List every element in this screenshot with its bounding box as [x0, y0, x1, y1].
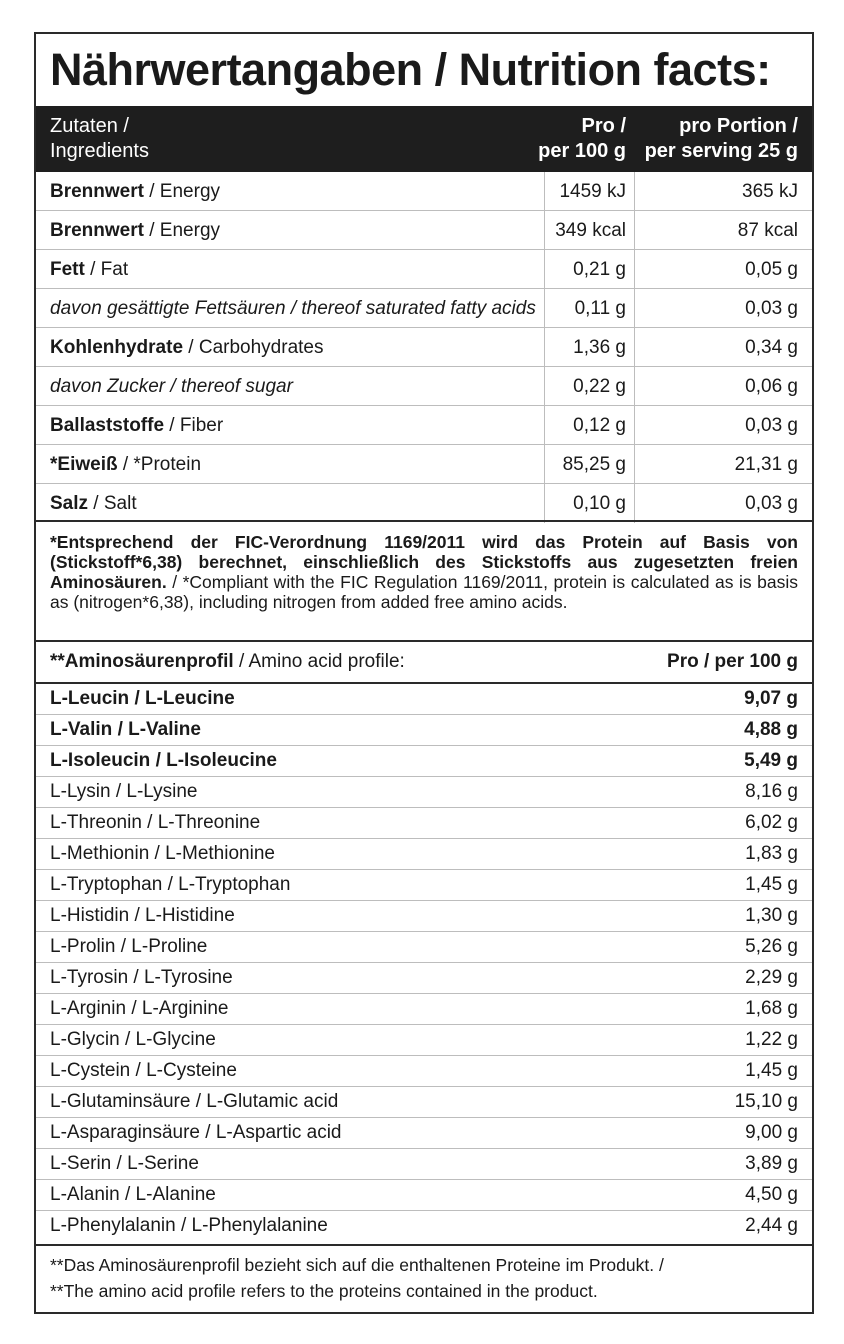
value-per-100g: 0,21 g	[573, 259, 626, 280]
amino-acid-value: 1,68 g	[745, 998, 798, 1019]
amino-acid-name: L-Tryptophan / L-Tryptophan	[50, 874, 291, 895]
value-per-serving: 0,05 g	[745, 259, 798, 280]
amino-acid-value: 8,16 g	[745, 781, 798, 802]
table-row	[36, 808, 812, 839]
table-row	[36, 328, 812, 367]
nutrient-name: davon gesättigte Fettsäuren / thereof saturated fatty acids	[50, 298, 536, 319]
value-per-100g: 0,12 g	[573, 415, 626, 436]
table-row	[36, 1149, 812, 1180]
protein-footnote: *Entsprechend der FIC-Verordnung 1169/2011 wird das Protein auf Basis von (Stickstoff*6,38) berechnet, einschließlich des Stickstoffs aus zugesetzten freien Aminosäuren. / *Compliant with the FIC Regulation 1169/2011, protein is calculated as is basis as (nitrogen*6,38), including nitrogen from added free amino acids.	[50, 532, 798, 612]
table-row	[36, 870, 812, 901]
table-row	[36, 250, 812, 289]
value-per-100g: 0,22 g	[573, 376, 626, 397]
header-per-serving: pro Portion / per serving 25 g	[644, 115, 798, 162]
amino-acid-name: L-Cystein / L-Cysteine	[50, 1060, 237, 1081]
amino-acid-value: 5,49 g	[744, 750, 798, 771]
table-row	[36, 1118, 812, 1149]
value-per-100g: 0,11 g	[574, 298, 626, 319]
amino-footnote: **Das Aminosäurenprofil bezieht sich auf die enthaltenen Proteine im Produkt. / **The amino acid profile refers to the proteins contained in the product.	[50, 1255, 664, 1301]
nutrient-name: Brennwert / Energy	[50, 220, 221, 241]
table-row	[36, 1211, 812, 1242]
amino-acid-name: L-Glutaminsäure / L-Glutamic acid	[50, 1091, 339, 1112]
value-per-100g: 85,25 g	[562, 454, 626, 475]
nutrient-name: davon Zucker / thereof sugar	[50, 376, 293, 397]
amino-acid-name: L-Asparaginsäure / L-Aspartic acid	[50, 1122, 342, 1143]
header-ingredients: Zutaten / Ingredients	[50, 115, 149, 162]
table-row	[36, 445, 812, 484]
table-row	[36, 1025, 812, 1056]
amino-acid-name: L-Lysin / L-Lysine	[50, 781, 198, 802]
amino-acid-value: 2,44 g	[745, 1215, 798, 1236]
amino-acid-name: L-Prolin / L-Proline	[50, 936, 208, 957]
amino-acid-value: 4,88 g	[744, 719, 798, 740]
table-row	[36, 1056, 812, 1087]
nutrient-name: Salz / Salt	[50, 493, 137, 514]
amino-acid-name: L-Valin / L-Valine	[50, 719, 201, 740]
amino-acid-value: 1,22 g	[745, 1029, 798, 1050]
table-row	[36, 367, 812, 406]
table-row	[36, 963, 812, 994]
table-row	[36, 994, 812, 1025]
amino-acid-value: 3,89 g	[745, 1153, 798, 1174]
amino-acid-name: L-Histidin / L-Histidine	[50, 905, 235, 926]
table-row	[36, 684, 812, 715]
amino-acid-name: L-Tyrosin / L-Tyrosine	[50, 967, 233, 988]
amino-acid-value: 4,50 g	[745, 1184, 798, 1205]
amino-acid-value: 9,07 g	[744, 688, 798, 709]
table-row	[36, 1087, 812, 1118]
table-row	[36, 839, 812, 870]
amino-acid-value: 6,02 g	[745, 812, 798, 833]
nutrient-name: *Eiweiß / *Protein	[50, 454, 202, 475]
table-row	[36, 484, 812, 523]
amino-profile-header: **Aminosäurenprofil / Amino acid profile: Pro / per 100 g	[50, 651, 798, 672]
column-divider	[634, 172, 635, 523]
nutrient-name: Brennwert / Energy	[50, 181, 221, 202]
table-row	[36, 715, 812, 746]
value-per-serving: 0,03 g	[745, 415, 798, 436]
value-per-serving: 0,03 g	[745, 493, 798, 514]
amino-acid-name: L-Leucin / L-Leucine	[50, 688, 235, 709]
value-per-serving: 0,06 g	[745, 376, 798, 397]
amino-acid-name: L-Isoleucin / L-Isoleucine	[50, 750, 277, 771]
amino-acid-value: 1,45 g	[745, 874, 798, 895]
value-per-serving: 0,34 g	[745, 337, 798, 358]
divider	[36, 520, 812, 522]
divider	[36, 1244, 812, 1246]
table-row	[36, 211, 812, 250]
amino-acid-value: 1,83 g	[745, 843, 798, 864]
value-per-100g: 1,36 g	[573, 337, 626, 358]
column-divider	[544, 172, 545, 523]
table-row	[36, 1180, 812, 1211]
amino-acid-value: 15,10 g	[734, 1091, 798, 1112]
nutrient-name: Fett / Fat	[50, 259, 129, 280]
amino-acid-value: 1,45 g	[745, 1060, 798, 1081]
amino-acid-value: 2,29 g	[745, 967, 798, 988]
value-per-100g: 349 kcal	[555, 220, 626, 241]
value-per-serving: 87 kcal	[737, 220, 798, 241]
table-row	[36, 932, 812, 963]
amino-acid-name: L-Alanin / L-Alanine	[50, 1184, 216, 1205]
value-per-serving: 365 kJ	[742, 181, 798, 202]
value-per-100g: 1459 kJ	[559, 181, 626, 202]
table-row	[36, 746, 812, 777]
amino-acid-name: L-Glycin / L-Glycine	[50, 1029, 216, 1050]
table-row	[36, 172, 812, 211]
header-per-100g: Pro / per 100 g	[538, 115, 626, 162]
amino-acid-value: 1,30 g	[745, 905, 798, 926]
table-header	[36, 106, 812, 172]
amino-acid-value: 5,26 g	[745, 936, 798, 957]
table-row	[36, 289, 812, 328]
amino-acid-name: L-Phenylalanin / L-Phenylalanine	[50, 1215, 328, 1236]
amino-acid-name: L-Threonin / L-Threonine	[50, 812, 261, 833]
value-per-serving: 0,03 g	[745, 298, 798, 319]
table-row	[36, 406, 812, 445]
nutrient-name: Kohlenhydrate / Carbohydrates	[50, 337, 324, 358]
amino-acid-name: L-Methionin / L-Methionine	[50, 843, 275, 864]
page-title: Nährwertangaben / Nutrition facts:	[50, 44, 771, 95]
value-per-100g: 0,10 g	[573, 493, 626, 514]
table-row	[36, 777, 812, 808]
amino-acid-name: L-Serin / L-Serine	[50, 1153, 199, 1174]
nutrition-label	[34, 32, 814, 1314]
amino-acid-value: 9,00 g	[745, 1122, 798, 1143]
value-per-serving: 21,31 g	[734, 454, 798, 475]
amino-acid-name: L-Arginin / L-Arginine	[50, 998, 229, 1019]
nutrient-name: Ballaststoffe / Fiber	[50, 415, 224, 436]
table-row	[36, 901, 812, 932]
